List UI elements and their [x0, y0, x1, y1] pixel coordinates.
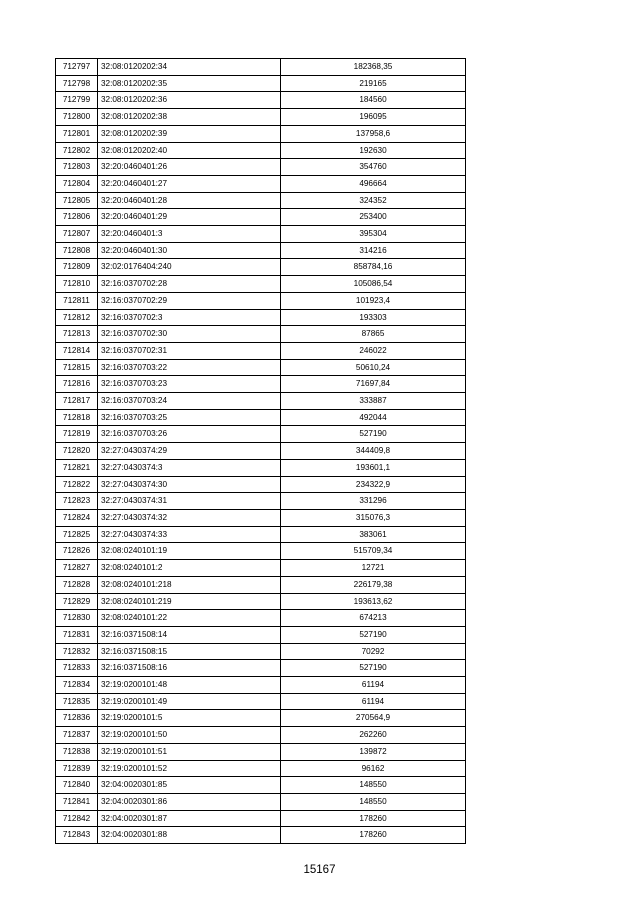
cadastral-number-cell: 32:16:0370702:29 [98, 292, 281, 309]
table-row [56, 710, 466, 727]
row-id-cell: 712830 [56, 610, 98, 627]
row-id-cell: 712832 [56, 643, 98, 660]
page-number: 15167 [303, 864, 336, 876]
row-id-cell: 712833 [56, 660, 98, 677]
value-cell: 178260 [281, 810, 466, 827]
cadastral-number-cell: 32:08:0120202:39 [98, 125, 281, 142]
cadastral-number-cell: 32:19:0200101:51 [98, 743, 281, 760]
table-row [56, 560, 466, 577]
value-cell: 324352 [281, 192, 466, 209]
cadastral-number-cell: 32:19:0200101:49 [98, 693, 281, 710]
table-row [56, 693, 466, 710]
cadastral-value-table [55, 58, 466, 844]
row-id-cell: 712843 [56, 827, 98, 844]
cadastral-number-cell: 32:19:0200101:52 [98, 760, 281, 777]
cadastral-number-cell: 32:08:0240101:22 [98, 610, 281, 627]
value-cell: 137958,6 [281, 125, 466, 142]
row-id-cell: 712827 [56, 560, 98, 577]
cadastral-number-cell: 32:20:0460401:28 [98, 192, 281, 209]
value-cell: 101923,4 [281, 292, 466, 309]
table-row [56, 576, 466, 593]
cadastral-number-cell: 32:08:0120202:36 [98, 92, 281, 109]
row-id-cell: 712821 [56, 459, 98, 476]
cadastral-number-cell: 32:19:0200101:48 [98, 677, 281, 694]
row-id-cell: 712809 [56, 259, 98, 276]
table-row [56, 409, 466, 426]
value-cell: 527190 [281, 426, 466, 443]
row-id-cell: 712822 [56, 476, 98, 493]
value-cell: 527190 [281, 626, 466, 643]
table-row [56, 810, 466, 827]
table-row [56, 660, 466, 677]
row-id-cell: 712815 [56, 359, 98, 376]
table-row [56, 827, 466, 844]
value-cell: 354760 [281, 159, 466, 176]
table-row [56, 426, 466, 443]
cadastral-number-cell: 32:16:0370702:30 [98, 326, 281, 343]
table-row [56, 376, 466, 393]
value-cell: 105086,54 [281, 276, 466, 293]
value-cell: 527190 [281, 660, 466, 677]
row-id-cell: 712803 [56, 159, 98, 176]
table-row [56, 526, 466, 543]
table-row [56, 192, 466, 209]
row-id-cell: 712816 [56, 376, 98, 393]
value-cell: 196095 [281, 109, 466, 126]
row-id-cell: 712808 [56, 242, 98, 259]
table-row [56, 743, 466, 760]
table-row [56, 793, 466, 810]
value-cell: 515709,34 [281, 543, 466, 560]
row-id-cell: 712826 [56, 543, 98, 560]
row-id-cell: 712823 [56, 493, 98, 510]
table-row [56, 342, 466, 359]
cadastral-number-cell: 32:16:0371508:15 [98, 643, 281, 660]
cadastral-number-cell: 32:20:0460401:30 [98, 242, 281, 259]
cadastral-number-cell: 32:08:0240101:19 [98, 543, 281, 560]
value-cell: 70292 [281, 643, 466, 660]
cadastral-number-cell: 32:04:0020301:85 [98, 777, 281, 794]
value-cell: 193303 [281, 309, 466, 326]
cadastral-number-cell: 32:16:0370703:23 [98, 376, 281, 393]
value-cell: 61194 [281, 677, 466, 694]
cadastral-number-cell: 32:16:0370702:3 [98, 309, 281, 326]
value-cell: 148550 [281, 793, 466, 810]
cadastral-number-cell: 32:16:0370702:28 [98, 276, 281, 293]
value-cell: 344409,8 [281, 443, 466, 460]
cadastral-number-cell: 32:16:0370703:25 [98, 409, 281, 426]
row-id-cell: 712840 [56, 777, 98, 794]
row-id-cell: 712804 [56, 175, 98, 192]
row-id-cell: 712800 [56, 109, 98, 126]
cadastral-number-cell: 32:20:0460401:26 [98, 159, 281, 176]
row-id-cell: 712841 [56, 793, 98, 810]
cadastral-number-cell: 32:16:0371508:14 [98, 626, 281, 643]
table-row [56, 159, 466, 176]
value-cell: 12721 [281, 560, 466, 577]
table-row [56, 393, 466, 410]
value-cell: 234322,9 [281, 476, 466, 493]
row-id-cell: 712817 [56, 393, 98, 410]
table-row [56, 75, 466, 92]
row-id-cell: 712799 [56, 92, 98, 109]
table-row [56, 593, 466, 610]
table-row [56, 209, 466, 226]
value-cell: 395304 [281, 226, 466, 243]
table-row [56, 777, 466, 794]
row-id-cell: 712837 [56, 727, 98, 744]
table-row [56, 242, 466, 259]
row-id-cell: 712797 [56, 59, 98, 76]
row-id-cell: 712838 [56, 743, 98, 760]
value-cell: 71697,84 [281, 376, 466, 393]
table-row [56, 109, 466, 126]
cadastral-number-cell: 32:27:0430374:33 [98, 526, 281, 543]
cadastral-number-cell: 32:08:0120202:40 [98, 142, 281, 159]
table-body [56, 59, 466, 844]
value-cell: 148550 [281, 777, 466, 794]
cadastral-number-cell: 32:27:0430374:3 [98, 459, 281, 476]
value-cell: 383061 [281, 526, 466, 543]
row-id-cell: 712798 [56, 75, 98, 92]
table-row [56, 476, 466, 493]
cadastral-number-cell: 32:08:0240101:2 [98, 560, 281, 577]
row-id-cell: 712812 [56, 309, 98, 326]
table-row [56, 727, 466, 744]
value-cell: 858784,16 [281, 259, 466, 276]
value-cell: 253400 [281, 209, 466, 226]
cadastral-number-cell: 32:20:0460401:27 [98, 175, 281, 192]
value-cell: 96162 [281, 760, 466, 777]
value-cell: 262260 [281, 727, 466, 744]
row-id-cell: 712806 [56, 209, 98, 226]
value-cell: 246022 [281, 342, 466, 359]
cadastral-number-cell: 32:08:0240101:219 [98, 593, 281, 610]
table-row [56, 359, 466, 376]
cadastral-number-cell: 32:16:0370703:26 [98, 426, 281, 443]
value-cell: 87865 [281, 326, 466, 343]
value-cell: 331296 [281, 493, 466, 510]
value-cell: 315076,3 [281, 509, 466, 526]
table-row [56, 292, 466, 309]
row-id-cell: 712814 [56, 342, 98, 359]
table-row [56, 226, 466, 243]
table-row [56, 643, 466, 660]
row-id-cell: 712836 [56, 710, 98, 727]
row-id-cell: 712834 [56, 677, 98, 694]
cadastral-number-cell: 32:16:0370703:24 [98, 393, 281, 410]
row-id-cell: 712831 [56, 626, 98, 643]
cadastral-number-cell: 32:04:0020301:88 [98, 827, 281, 844]
value-cell: 492044 [281, 409, 466, 426]
cadastral-number-cell: 32:20:0460401:3 [98, 226, 281, 243]
row-id-cell: 712835 [56, 693, 98, 710]
table-row [56, 509, 466, 526]
row-id-cell: 712811 [56, 292, 98, 309]
table-row [56, 610, 466, 627]
cadastral-number-cell: 32:08:0240101:218 [98, 576, 281, 593]
cadastral-number-cell: 32:04:0020301:87 [98, 810, 281, 827]
row-id-cell: 712829 [56, 593, 98, 610]
table-row [56, 677, 466, 694]
row-id-cell: 712820 [56, 443, 98, 460]
table-row [56, 259, 466, 276]
cadastral-number-cell: 32:16:0370703:22 [98, 359, 281, 376]
value-cell: 182368,35 [281, 59, 466, 76]
table-row [56, 59, 466, 76]
value-cell: 184560 [281, 92, 466, 109]
value-cell: 219165 [281, 75, 466, 92]
row-id-cell: 712805 [56, 192, 98, 209]
table-row [56, 326, 466, 343]
table-row [56, 459, 466, 476]
cadastral-number-cell: 32:08:0120202:34 [98, 59, 281, 76]
cadastral-number-cell: 32:19:0200101:5 [98, 710, 281, 727]
cadastral-number-cell: 32:16:0370702:31 [98, 342, 281, 359]
table-row [56, 760, 466, 777]
table-row [56, 276, 466, 293]
table-row [56, 626, 466, 643]
cadastral-number-cell: 32:08:0120202:35 [98, 75, 281, 92]
cadastral-number-cell: 32:27:0430374:29 [98, 443, 281, 460]
table-row [56, 543, 466, 560]
row-id-cell: 712839 [56, 760, 98, 777]
value-cell: 333887 [281, 393, 466, 410]
cadastral-number-cell: 32:16:0371508:16 [98, 660, 281, 677]
value-cell: 193613,62 [281, 593, 466, 610]
table-row [56, 142, 466, 159]
table-row [56, 92, 466, 109]
value-cell: 139872 [281, 743, 466, 760]
row-id-cell: 712802 [56, 142, 98, 159]
cadastral-number-cell: 32:02:0176404:240 [98, 259, 281, 276]
row-id-cell: 712813 [56, 326, 98, 343]
row-id-cell: 712807 [56, 226, 98, 243]
table-row [56, 309, 466, 326]
cadastral-number-cell: 32:27:0430374:32 [98, 509, 281, 526]
cadastral-number-cell: 32:20:0460401:29 [98, 209, 281, 226]
value-cell: 496664 [281, 175, 466, 192]
table-row [56, 125, 466, 142]
row-id-cell: 712810 [56, 276, 98, 293]
row-id-cell: 712818 [56, 409, 98, 426]
cadastral-number-cell: 32:08:0120202:38 [98, 109, 281, 126]
value-cell: 192630 [281, 142, 466, 159]
value-cell: 674213 [281, 610, 466, 627]
row-id-cell: 712824 [56, 509, 98, 526]
value-cell: 193601,1 [281, 459, 466, 476]
value-cell: 61194 [281, 693, 466, 710]
table-row [56, 175, 466, 192]
table-row [56, 443, 466, 460]
value-cell: 50610,24 [281, 359, 466, 376]
row-id-cell: 712828 [56, 576, 98, 593]
cadastral-number-cell: 32:19:0200101:50 [98, 727, 281, 744]
value-cell: 226179,38 [281, 576, 466, 593]
value-cell: 178260 [281, 827, 466, 844]
row-id-cell: 712819 [56, 426, 98, 443]
row-id-cell: 712842 [56, 810, 98, 827]
row-id-cell: 712801 [56, 125, 98, 142]
cadastral-number-cell: 32:04:0020301:86 [98, 793, 281, 810]
cadastral-number-cell: 32:27:0430374:31 [98, 493, 281, 510]
row-id-cell: 712825 [56, 526, 98, 543]
cadastral-number-cell: 32:27:0430374:30 [98, 476, 281, 493]
table-row [56, 493, 466, 510]
value-cell: 270564,9 [281, 710, 466, 727]
value-cell: 314216 [281, 242, 466, 259]
